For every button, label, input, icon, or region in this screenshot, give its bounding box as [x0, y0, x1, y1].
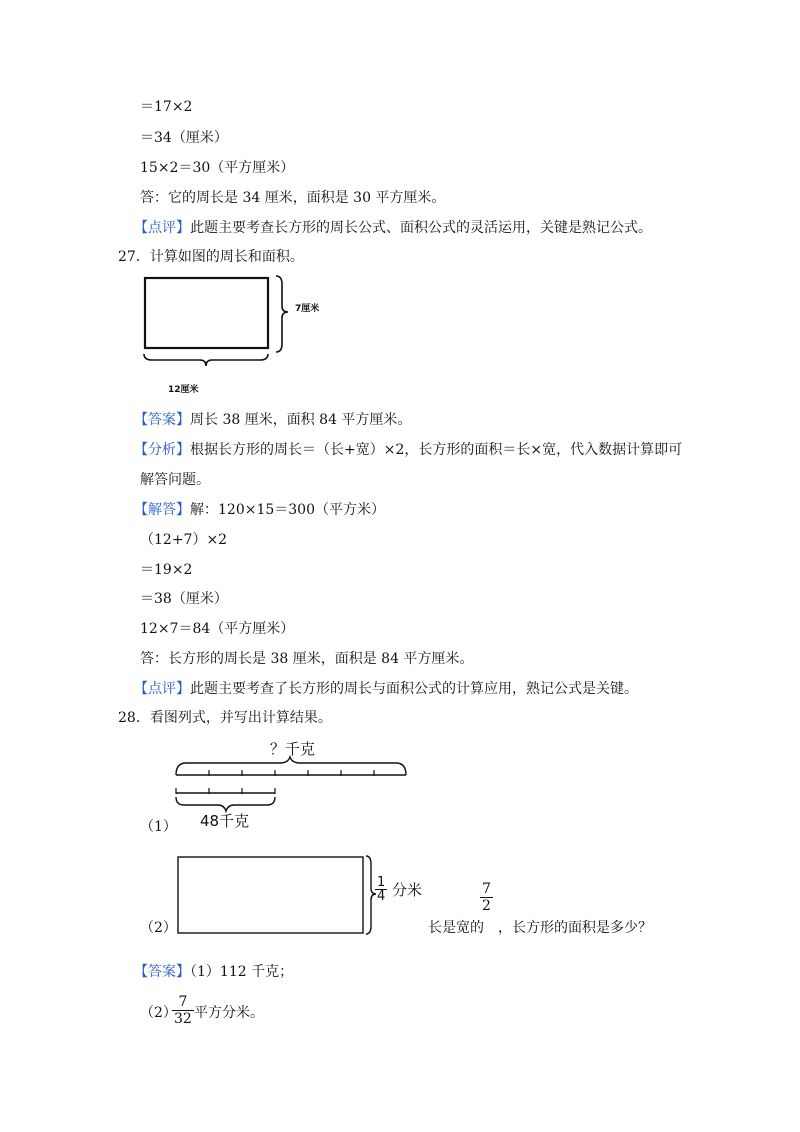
fraction-denominator: 32: [174, 1011, 192, 1027]
comment-line: [134, 680, 638, 698]
answer-line-2-prefix: （2）: [140, 1005, 177, 1021]
question-text: 长是宽的: [428, 920, 484, 936]
answer-tag: 【答案】: [134, 412, 190, 428]
solution-line: [134, 501, 385, 519]
side-fraction: [375, 876, 387, 903]
calc-line: ＝19×2: [140, 562, 193, 578]
comment-text: 此题主要考查长方形的周长公式、面积公式的灵活运用，关键是熟记公式。: [190, 220, 652, 236]
question-title: 27．计算如图的周长和面积。: [118, 249, 304, 265]
segment-line-figure: [170, 755, 410, 815]
comment-tag: 【点评】: [134, 681, 190, 697]
fraction-numerator: 1: [377, 875, 386, 890]
answer-line: [134, 411, 411, 429]
question-title: 28．看图列式，并写出计算结果。: [118, 710, 332, 726]
solution-tag: 【解答】: [134, 502, 190, 518]
rectangle-figure-2: [176, 854, 376, 944]
analysis-line: [134, 441, 682, 459]
fraction-denominator: 4: [377, 889, 386, 904]
comment-line: [134, 219, 652, 237]
fraction-numerator: 7: [178, 994, 188, 1010]
analysis-text: 根据长方形的周长＝（长+宽）×2，长方形的面积＝长×宽，代入数据计算即可: [190, 442, 683, 458]
comment-tag: 【点评】: [134, 220, 190, 236]
comment-text: 此题主要考查了长方形的周长与面积公式的计算应用，熟记公式是关键。: [190, 681, 638, 697]
calc-line: （12+7）×2: [140, 532, 228, 548]
answer-line-2-suffix: 平方分米。: [194, 1005, 264, 1021]
top-bracket-label: ？千克: [270, 740, 316, 758]
part-2-label: （2）: [140, 920, 177, 936]
answer-text: （1）112 千克；: [190, 964, 294, 980]
answer-line: [134, 963, 293, 981]
answer-tag: 【答案】: [134, 964, 190, 980]
answer-text: 周长 38 厘米，面积 84 平方厘米。: [190, 412, 412, 428]
solution-text: 解：120×15＝300（平方米）: [190, 502, 385, 518]
part-1-label: （1）: [140, 819, 177, 835]
question-text: ，长方形的面积是多少？: [498, 920, 652, 936]
fraction-numerator: 7: [482, 881, 491, 897]
height-label: 7厘米: [295, 304, 320, 314]
calc-line: 15×2＝30（平方厘米）: [140, 160, 295, 176]
calc-line: 12×7＝84（平方厘米）: [140, 621, 295, 637]
ratio-fraction: [480, 881, 493, 914]
answer-line: 答：长方形的周长是 38 厘米，面积是 84 平方厘米。: [140, 651, 474, 667]
bottom-bracket-label: 48千克: [200, 812, 250, 830]
answer-fraction: [172, 994, 194, 1027]
fraction-denominator: 2: [482, 898, 491, 914]
answer-line: 答：它的周长是 34 厘米，面积是 30 平方厘米。: [140, 190, 446, 206]
calc-line: ＝17×2: [140, 99, 193, 115]
calc-line: ＝38（厘米）: [140, 591, 228, 607]
width-label: 12厘米: [168, 385, 199, 395]
side-unit: 分米: [392, 881, 423, 899]
analysis-tag: 【分析】: [134, 442, 190, 458]
analysis-line: 解答问题。: [140, 472, 210, 488]
calc-line: ＝34（厘米）: [140, 130, 228, 146]
